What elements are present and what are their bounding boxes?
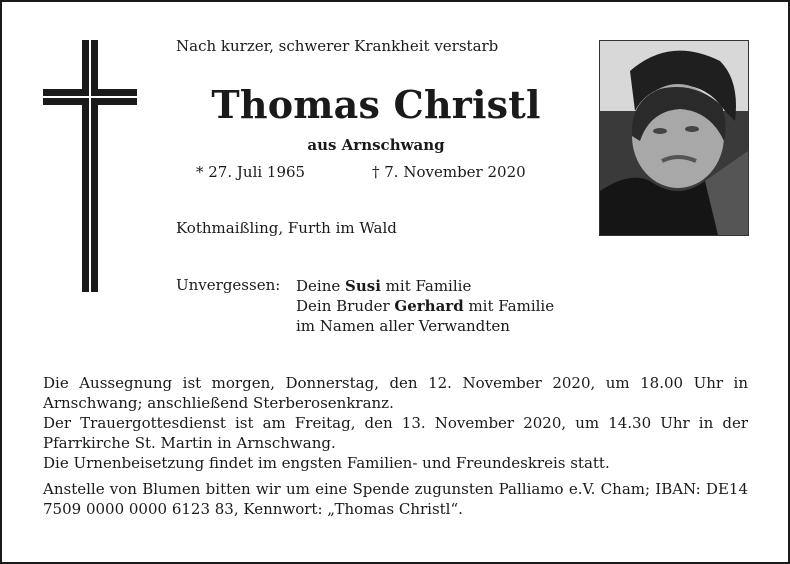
viewing-paragraph: Die Aussegnung ist morgen, Donnerstag, den 12. November 2020, um 18.00 Uhr in Arnschwang; anschließend Sterberosenkranz. bbox=[43, 374, 748, 412]
burial-paragraph: Die Urnenbeisetzung findet im engsten Familien- und Freundeskreis statt. bbox=[43, 454, 610, 472]
mourners-list bbox=[296, 276, 554, 336]
birth-date: * 27. Juli 1965 bbox=[196, 163, 306, 181]
death-date: † 7. November 2020 bbox=[372, 163, 526, 181]
mourner-line: im Namen aller Verwandten bbox=[296, 317, 510, 335]
residence-text: Kothmaißling, Furth im Wald bbox=[176, 219, 397, 237]
intro-text: Nach kurzer, schwerer Krankheit verstarb bbox=[176, 37, 499, 55]
deceased-name: Thomas Christl bbox=[211, 82, 541, 127]
funeral-details bbox=[43, 373, 748, 519]
donation-paragraph: Anstelle von Blumen bitten wir um eine Spende zugunsten Palliamo e.V. Cham; IBAN: DE14 7509 0000 0000 6123 83, Kennwort: „Thomas Christl“. bbox=[43, 480, 748, 518]
service-paragraph: Der Trauergottesdienst ist am Freitag, den 13. November 2020, um 14.30 Uhr in der Pfarrkirche St. Martin in Arnschwang. bbox=[43, 414, 748, 452]
portrait-photo bbox=[599, 40, 749, 236]
origin-text: aus Arnschwang bbox=[307, 136, 445, 154]
mourner-line: Deine Susi mit Familie bbox=[296, 277, 472, 295]
mourners-label: Unvergessen: bbox=[176, 276, 281, 294]
mourner-line: Dein Bruder Gerhard mit Familie bbox=[296, 297, 555, 315]
cross-icon bbox=[43, 40, 137, 292]
